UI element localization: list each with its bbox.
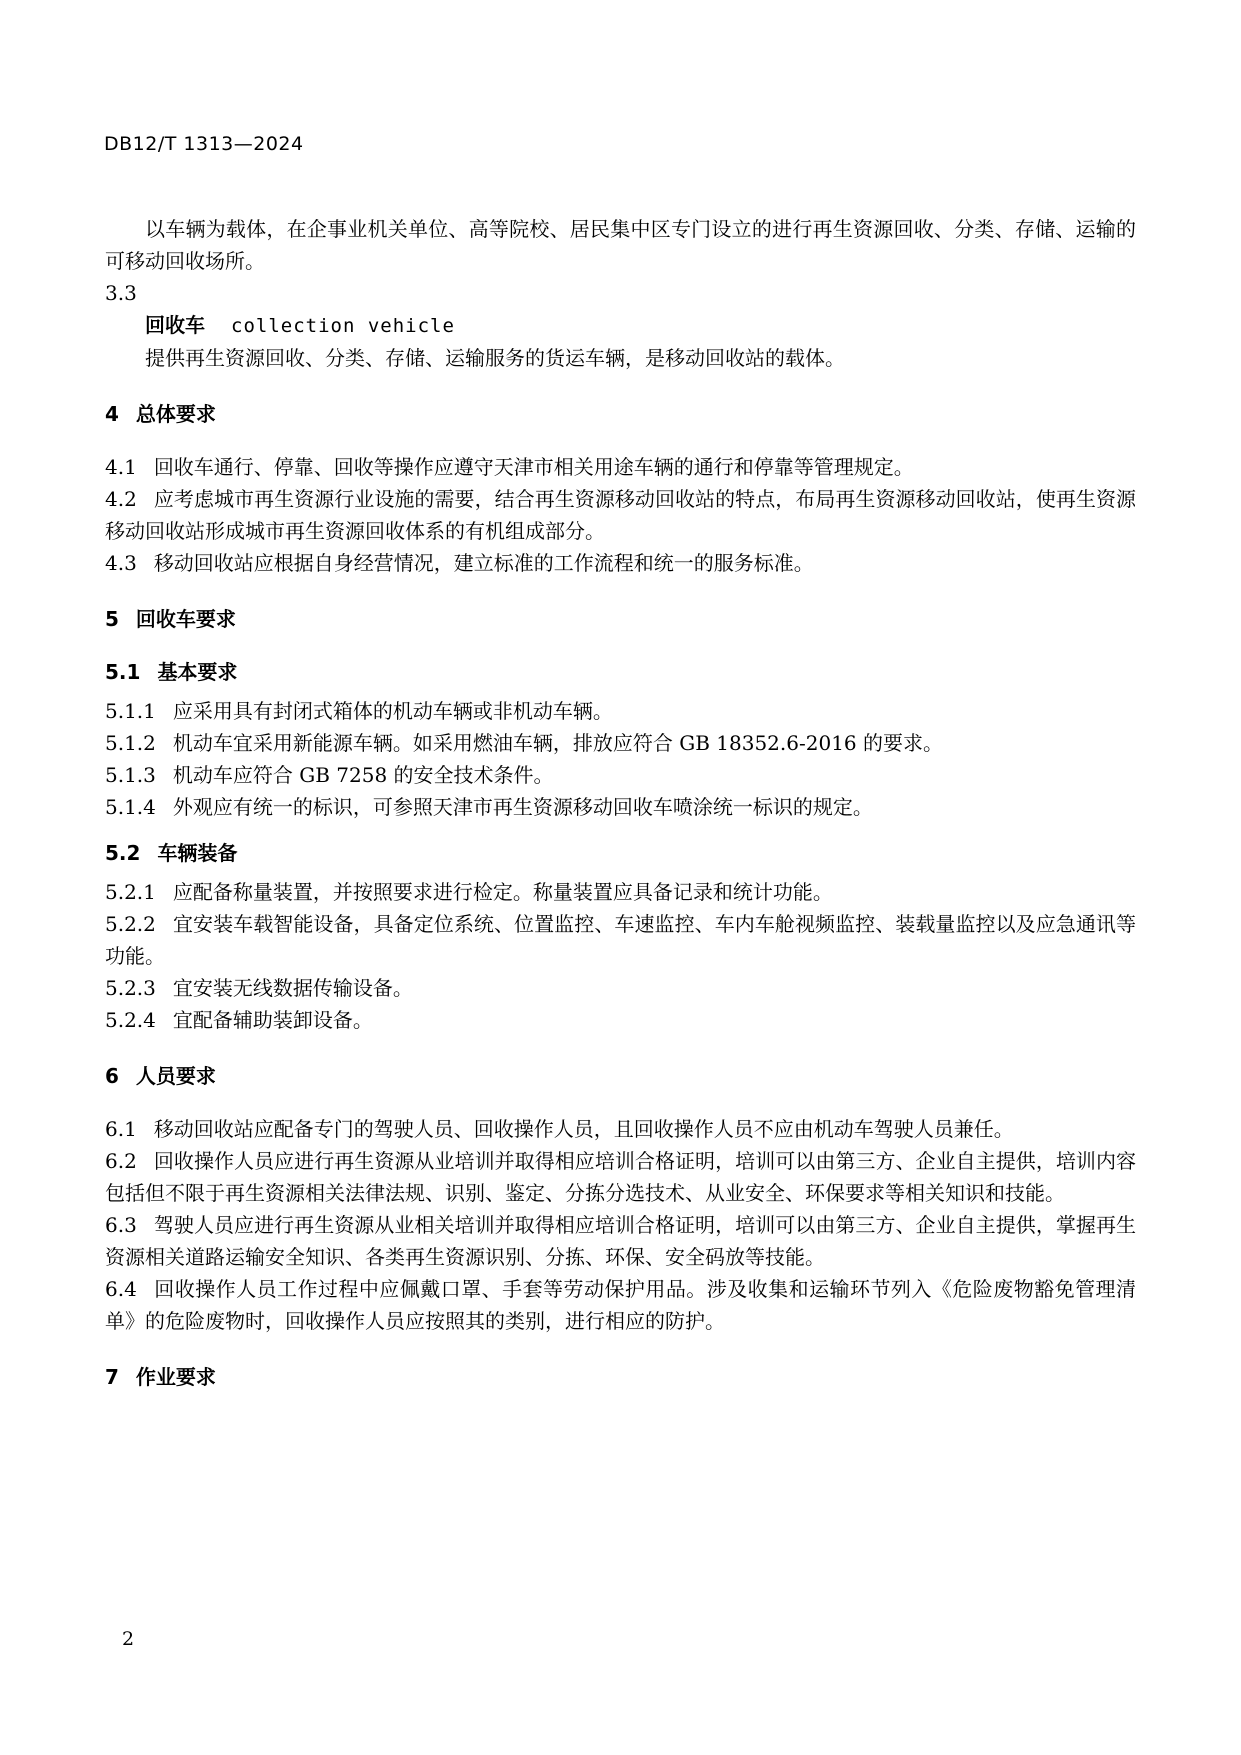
section-number: 5	[105, 607, 119, 631]
clause-paragraph: 5.1.4 外观应有统一的标识，可参照天津市再生资源移动回收车喷涂统一标识的规定。	[105, 795, 873, 819]
clause-number: 6.1	[105, 1117, 137, 1141]
document-body	[105, 213, 1136, 1414]
page-number: 2	[122, 1628, 135, 1650]
term-name-en: collection vehicle	[231, 315, 455, 337]
section-heading	[105, 837, 1136, 869]
clause-number: 5.1.3	[105, 763, 156, 787]
clause-number: 4.2	[105, 487, 137, 511]
clause-number: 5.1.4	[105, 795, 156, 819]
section-title: 回收车要求	[135, 607, 236, 631]
section-title: 基本要求	[157, 660, 238, 684]
section-heading	[105, 1060, 1136, 1092]
clause-paragraph: 6.3 驾驶人员应进行再生资源从业相关培训并取得相应培训合格证明，培训可以由第三方、企业自主提供，掌握再生资源相关道路运输安全知识、各类再生资源识别、分拣、环保、安全码放等技能。	[105, 1213, 1136, 1269]
term-name-zh: 回收车	[145, 313, 205, 337]
section-heading	[105, 603, 1136, 635]
section-heading	[105, 1361, 1136, 1393]
clause-paragraph: 6.2 回收操作人员应进行再生资源从业培训并取得相应培训合格证明，培训可以由第三方、企业自主提供，培训内容包括但不限于再生资源相关法律法规、识别、鉴定、分拣分选技术、从业安全、环保要求等相关知识和技能。	[105, 1149, 1136, 1205]
clause-paragraph: 4.2 应考虑城市再生资源行业设施的需要，结合再生资源移动回收站的特点，布局再生资源移动回收站，使再生资源移动回收站形成城市再生资源回收体系的有机组成部分。	[105, 487, 1136, 543]
clause-number: 4.1	[105, 455, 137, 479]
clause-paragraph: 5.1.3 机动车应符合 GB 7258 的安全技术条件。	[105, 763, 554, 787]
section-number: 5.1	[105, 660, 141, 684]
clause-number: 5.2.3	[105, 976, 156, 1000]
section-title: 作业要求	[135, 1365, 216, 1389]
section-heading	[105, 398, 1136, 430]
clause-paragraph: 5.2.4 宜配备辅助装卸设备。	[105, 1008, 373, 1032]
term-definition	[105, 309, 1136, 342]
clause-paragraph: 5.1.2 机动车宜采用新能源车辆。如采用燃油车辆，排放应符合 GB 18352.6-2016 的要求。	[105, 731, 943, 755]
section-number: 4	[105, 402, 119, 426]
document-number: DB12/T 1313—2024	[104, 133, 304, 155]
clause-paragraph: 6.4 回收操作人员工作过程中应佩戴口罩、手套等劳动保护用品。涉及收集和运输环节列入《危险废物豁免管理清单》的危险废物时，回收操作人员应按照其的类别，进行相应的防护。	[105, 1277, 1136, 1333]
clause-number: 6.3	[105, 1213, 137, 1237]
clause-paragraph: 4.1 回收车通行、停靠、回收等操作应遵守天津市相关用途车辆的通行和停靠等管理规定。	[105, 455, 914, 479]
section-heading	[105, 656, 1136, 688]
clause-number: 4.3	[105, 551, 137, 575]
clause-paragraph: 5.2.1 应配备称量装置，并按照要求进行检定。称量装置应具备记录和统计功能。	[105, 880, 833, 904]
clause-number: 5.2.2	[105, 912, 156, 936]
clause-number: 5.2.1	[105, 880, 156, 904]
section-number: 6	[105, 1064, 119, 1088]
clause-number: 6.2	[105, 1149, 137, 1173]
clause-paragraph: 6.1 移动回收站应配备专门的驾驶人员、回收操作人员，且回收操作人员不应由机动车驾驶人员兼任。	[105, 1117, 1014, 1141]
paragraph: 提供再生资源回收、分类、存储、运输服务的货运车辆，是移动回收站的载体。	[145, 346, 845, 370]
clause-number: 5.2.4	[105, 1008, 156, 1032]
clause-number: 5.1.2	[105, 731, 156, 755]
section-title: 车辆装备	[157, 841, 238, 865]
paragraph: 以车辆为载体，在企事业机关单位、高等院校、居民集中区专门设立的进行再生资源回收、分类、存储、运输的可移动回收场所。	[105, 217, 1136, 273]
clause-number: 5.1.1	[105, 699, 156, 723]
clause-paragraph: 5.2.2 宜安装车载智能设备，具备定位系统、位置监控、车速监控、车内车舱视频监控、装载量监控以及应急通讯等功能。	[105, 912, 1136, 968]
section-number: 5.2	[105, 841, 141, 865]
clause-paragraph: 4.3 移动回收站应根据自身经营情况，建立标准的工作流程和统一的服务标准。	[105, 551, 814, 575]
clause-paragraph: 5.1.1 应采用具有封闭式箱体的机动车辆或非机动车辆。	[105, 699, 613, 723]
clause-number: 6.4	[105, 1277, 137, 1301]
section-number: 7	[105, 1365, 119, 1389]
clause-paragraph: 5.2.3 宜安装无线数据传输设备。	[105, 976, 413, 1000]
section-title: 人员要求	[135, 1064, 216, 1088]
section-title: 总体要求	[135, 402, 216, 426]
clause-number: 3.3	[105, 281, 137, 305]
